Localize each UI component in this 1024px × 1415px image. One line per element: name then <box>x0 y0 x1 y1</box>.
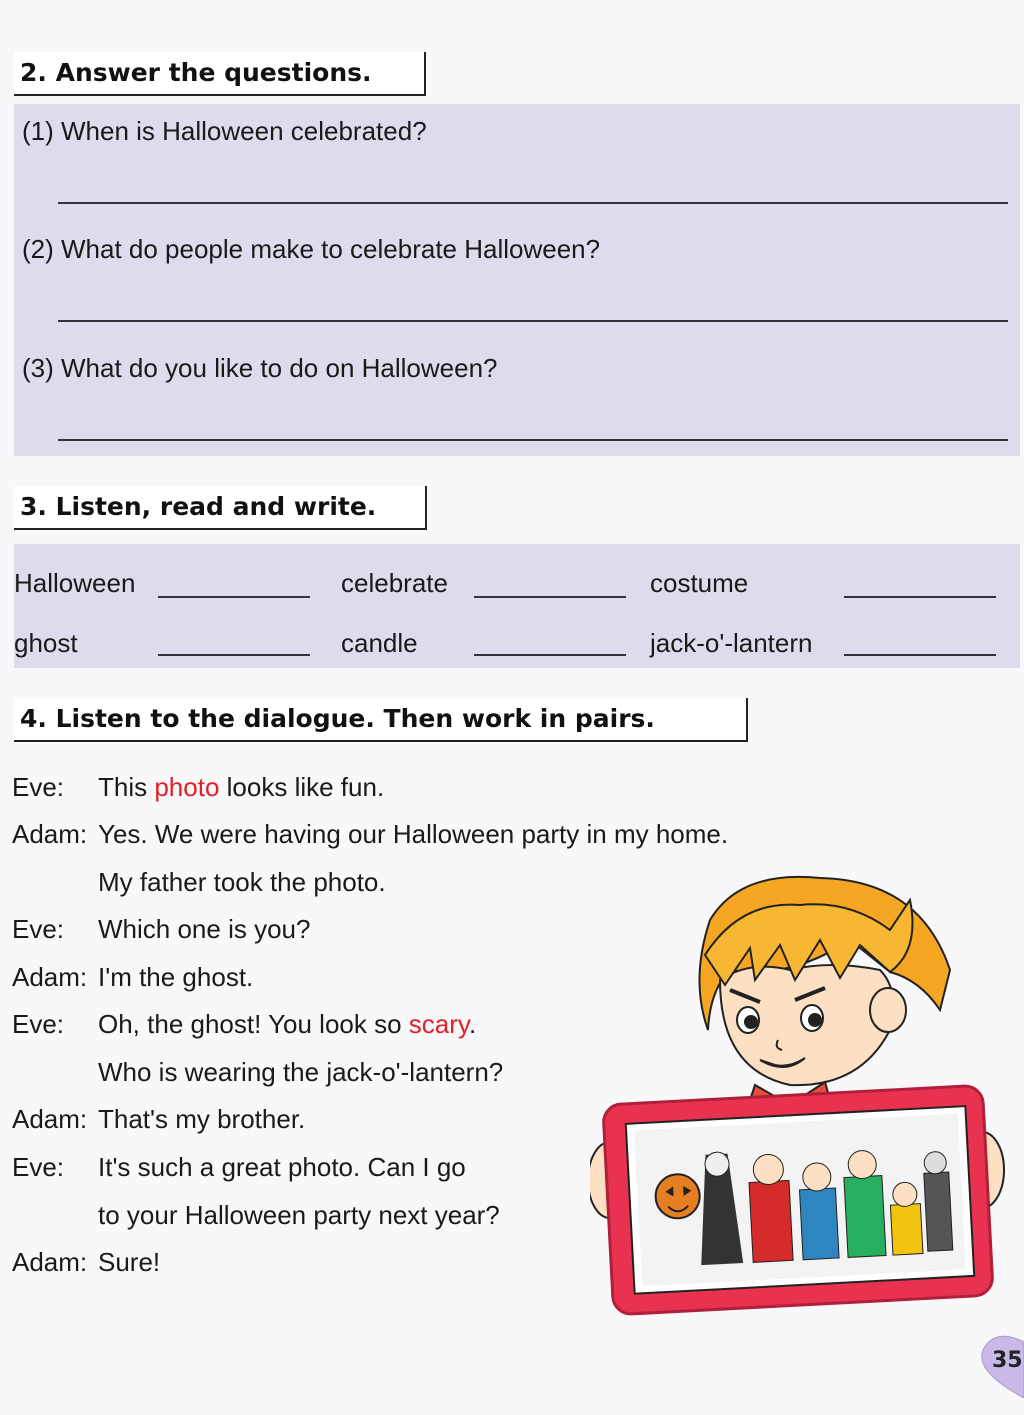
highlight-word: scary <box>408 1009 469 1039</box>
dialogue-speaker: Adam: <box>12 819 88 849</box>
dialogue-speaker: Adam: <box>12 1104 88 1134</box>
dialogue-line: Sure! <box>98 1247 161 1277</box>
dialogue-speaker: Eve: <box>12 772 65 802</box>
boy-holding-photo-illustration <box>590 860 1010 1320</box>
dialogue-speaker: Eve: <box>12 1009 65 1039</box>
dialogue-line: to your Halloween party next year? <box>98 1200 500 1230</box>
section-2-header: 2. Answer the questions. <box>14 52 426 96</box>
question-3: (3) What do you like to do on Halloween? <box>22 353 498 383</box>
vocab-word: celebrate <box>341 568 448 598</box>
section-4-header: 4. Listen to the dialogue. Then work in pairs. <box>14 698 748 742</box>
dialogue-line: That's my brother. <box>98 1104 306 1134</box>
answer-line-1[interactable] <box>58 202 1008 204</box>
vocab-word: jack-o'-lantern <box>650 628 813 658</box>
question-1: (1) When is Halloween celebrated? <box>22 116 427 146</box>
questions-panel <box>14 104 1020 456</box>
dialogue-line: I'm the ghost. <box>98 962 254 992</box>
dialogue-speaker: Adam: <box>12 962 88 992</box>
vocab-word: ghost <box>14 628 78 658</box>
dialogue-line: Who is wearing the jack-o'-lantern? <box>98 1057 504 1087</box>
dialogue-speaker: Eve: <box>12 1152 65 1182</box>
answer-line-3[interactable] <box>58 439 1008 441</box>
dialogue-speaker: Adam: <box>12 1247 88 1277</box>
vocab-blank[interactable] <box>158 596 310 598</box>
dialogue-line: Yes. We were having our Halloween party in my home. <box>98 819 729 849</box>
vocab-blank[interactable] <box>158 654 310 656</box>
dialogue-line: My father took the photo. <box>98 867 386 897</box>
question-2: (2) What do people make to celebrate Halloween? <box>22 234 601 264</box>
section-3-header: 3. Listen, read and write. <box>14 486 427 530</box>
dialogue-line: This photo looks like fun. <box>98 772 385 802</box>
vocab-blank[interactable] <box>474 654 626 656</box>
answer-line-2[interactable] <box>58 320 1008 322</box>
dialogue-line: Which one is you? <box>98 914 311 944</box>
vocab-blank[interactable] <box>844 596 996 598</box>
dialogue-line: Oh, the ghost! You look so scary. <box>98 1009 477 1039</box>
vocab-word: costume <box>650 568 749 598</box>
vocab-word: Halloween <box>14 568 136 598</box>
dialogue-speaker: Eve: <box>12 914 65 944</box>
page-number-badge <box>976 1332 1024 1398</box>
vocab-blank[interactable] <box>474 596 626 598</box>
vocab-word: candle <box>341 628 418 658</box>
page-number: 35 <box>992 1348 1023 1373</box>
vocab-blank[interactable] <box>844 654 996 656</box>
highlight-word: photo <box>154 772 220 802</box>
dialogue-line: It's such a great photo. Can I go <box>98 1152 466 1182</box>
vocab-panel <box>14 544 1020 668</box>
